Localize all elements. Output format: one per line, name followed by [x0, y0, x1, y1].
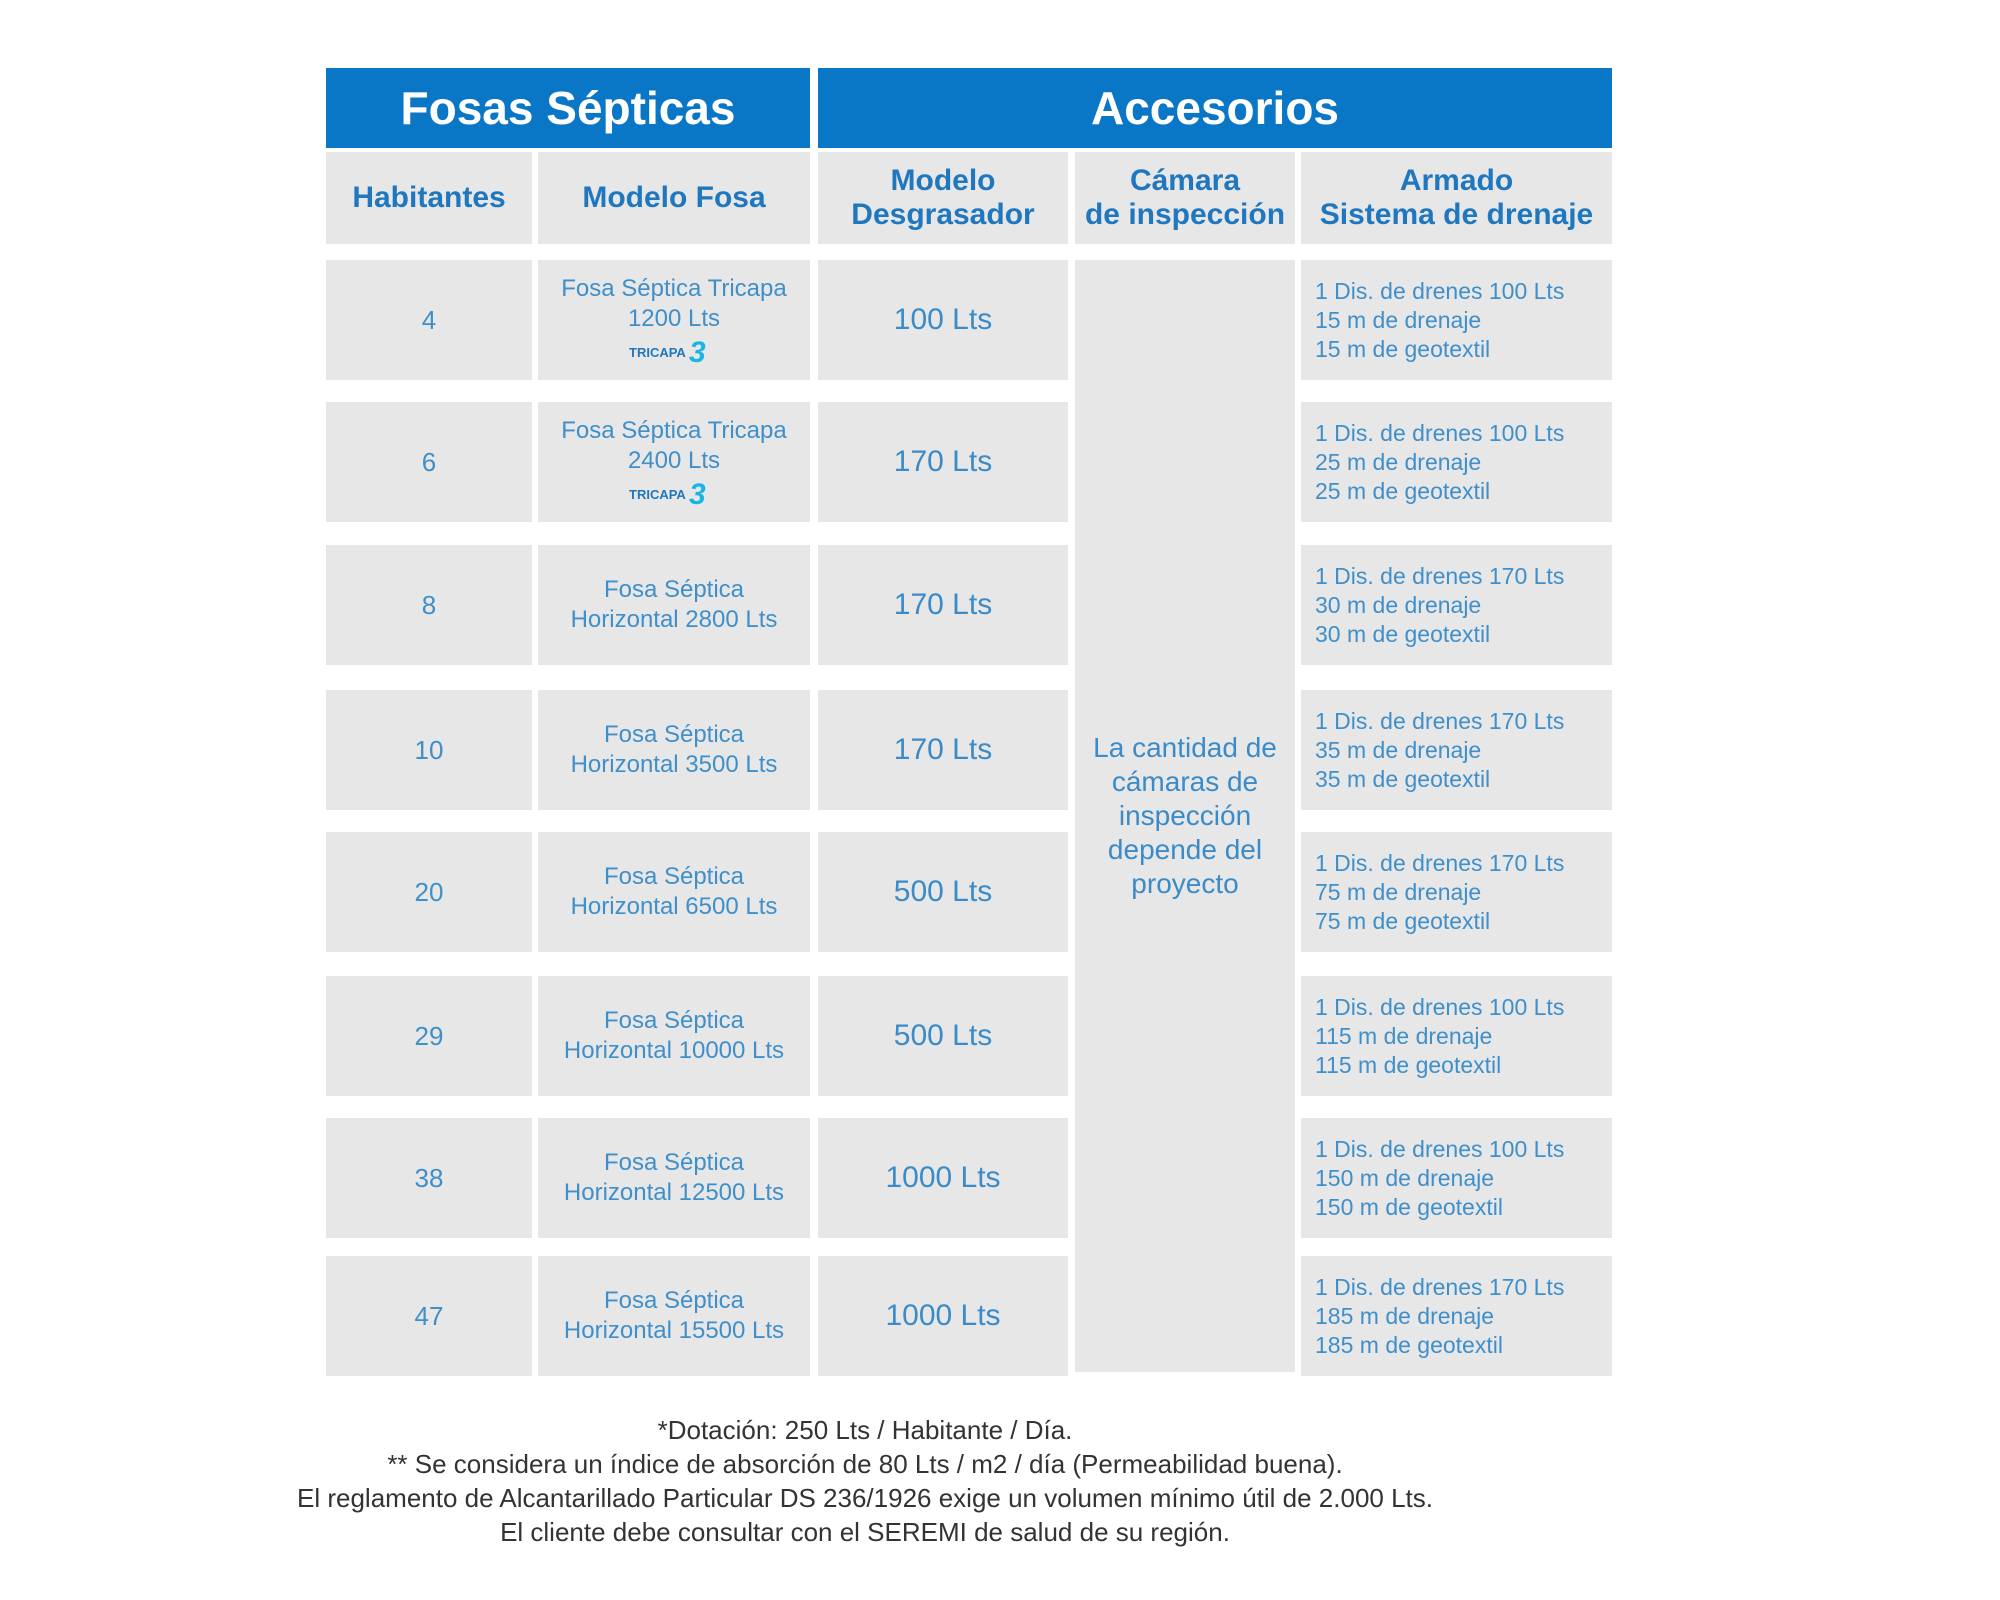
desgrasador-cell: 500 Lts	[818, 976, 1068, 1096]
drenaje-cell	[1301, 545, 1612, 665]
drenaje-line-geotextil: 25 m de geotextil	[1315, 477, 1491, 504]
drenaje-lines	[1315, 277, 1564, 364]
drenaje-line-drenaje: 75 m de drenaje	[1315, 878, 1482, 905]
drenaje-cell	[1301, 1256, 1612, 1376]
drenaje-line-drenaje: 25 m de drenaje	[1315, 448, 1482, 475]
modelo-fosa-header-label: Modelo Fosa	[582, 181, 766, 214]
desgrasador-cell: 1000 Lts	[818, 1118, 1068, 1238]
modelo-fosa-line2: Horizontal 10000 Lts	[563, 1037, 785, 1064]
drenaje-lines	[1315, 849, 1564, 936]
footnote-absorcion: ** Se considera un índice de absorción de 80 Lts / m2 / día (Permeabilidad buena).	[387, 1449, 1343, 1479]
drenaje-line-dis: 1 Dis. de drenes 100 Lts	[1315, 1135, 1565, 1162]
modelo-fosa-header	[538, 152, 810, 244]
desgrasador-cell: 100 Lts	[818, 260, 1068, 380]
modelo-fosa-line1: Fosa Séptica	[603, 1007, 745, 1034]
desgrasador-cell: 170 Lts	[818, 402, 1068, 522]
drenaje-lines	[1315, 993, 1564, 1080]
drenaje-line-geotextil: 30 m de geotextil	[1315, 620, 1491, 647]
drenaje-line-drenaje: 115 m de drenaje	[1315, 1022, 1493, 1049]
footnotes	[200, 1413, 1530, 1549]
drenaje-lines	[1315, 562, 1564, 649]
drenaje-line-dis: 1 Dis. de drenes 170 Lts	[1315, 1273, 1565, 1300]
modelo-fosa-line1: Fosa Séptica	[603, 1287, 745, 1314]
drenaje-lines	[1315, 1273, 1564, 1360]
camara-header	[1075, 152, 1295, 244]
drenaje-line-geotextil: 115 m de geotextil	[1315, 1051, 1502, 1078]
modelo-fosa-line2: Horizontal 3500 Lts	[570, 751, 778, 778]
armado-header	[1301, 152, 1612, 244]
habitantes-cell: 29	[326, 976, 532, 1096]
modelo-fosa-cell	[538, 260, 810, 380]
armado-header-line1: Armado	[1399, 164, 1514, 197]
drenaje-line-geotextil: 35 m de geotextil	[1315, 765, 1491, 792]
desgrasador-cell: 500 Lts	[818, 832, 1068, 952]
drenaje-line-geotextil: 185 m de geotextil	[1315, 1331, 1503, 1358]
modelo-fosa-line2: Horizontal 15500 Lts	[563, 1317, 785, 1344]
tricapa-logo	[629, 478, 719, 508]
drenaje-line-dis: 1 Dis. de drenes 100 Lts	[1315, 419, 1565, 446]
drenaje-cell	[1301, 260, 1612, 380]
drenaje-cell	[1301, 402, 1612, 522]
modelo-fosa-cell	[538, 690, 810, 810]
desgrasador-cell: 170 Lts	[818, 690, 1068, 810]
armado-header-line2: Sistema de drenaje	[1319, 198, 1594, 231]
drenaje-lines	[1315, 419, 1564, 506]
drenaje-line-geotextil: 150 m de geotextil	[1315, 1193, 1503, 1220]
modelo-fosa-cell	[538, 1118, 810, 1238]
drenaje-line-dis: 1 Dis. de drenes 170 Lts	[1315, 562, 1565, 589]
footnote-dotacion: *Dotación: 250 Lts / Habitante / Día.	[657, 1415, 1073, 1445]
drenaje-line-drenaje: 150 m de drenaje	[1315, 1164, 1495, 1191]
drenaje-line-dis: 1 Dis. de drenes 170 Lts	[1315, 849, 1565, 876]
drenaje-line-dis: 1 Dis. de drenes 170 Lts	[1315, 707, 1565, 734]
tricapa-logo-mark: 3	[689, 336, 706, 366]
tricapa-logo-text: TRICAPA	[629, 487, 686, 502]
drenaje-line-drenaje: 185 m de drenaje	[1315, 1302, 1495, 1329]
accesorios-group-header: Accesorios	[818, 68, 1612, 148]
drenaje-cell	[1301, 1118, 1612, 1238]
habitantes-cell: 20	[326, 832, 532, 952]
desgrasador-cell: 1000 Lts	[818, 1256, 1068, 1376]
modelo-desgrasador-header	[818, 152, 1068, 244]
footnote-reglamento: El reglamento de Alcantarillado Particular DS 236/1926 exige un volumen mínimo útil de 2.000 Lts.	[297, 1483, 1433, 1513]
drenaje-cell	[1301, 976, 1612, 1096]
modelo-fosa-line1: Fosa Séptica	[603, 863, 745, 890]
modelo-fosa-cell	[538, 545, 810, 665]
camara-note: La cantidad de cámaras de inspección depende del proyecto	[1093, 732, 1277, 899]
habitantes-header	[326, 152, 532, 244]
modelo-fosa-cell	[538, 1256, 810, 1376]
drenaje-cell	[1301, 832, 1612, 952]
desgrasador-cell: 170 Lts	[818, 545, 1068, 665]
footnote-seremi: El cliente debe consultar con el SEREMI de salud de su región.	[500, 1517, 1230, 1547]
modelo-fosa-cell	[538, 832, 810, 952]
modelo-fosa-line2: 1200 Lts	[627, 305, 721, 332]
modelo-fosa-line2: Horizontal 12500 Lts	[563, 1179, 785, 1206]
drenaje-line-dis: 1 Dis. de drenes 100 Lts	[1315, 993, 1565, 1020]
modelo-fosa-line2: 2400 Lts	[627, 447, 721, 474]
modelo-fosa-line2: Horizontal 2800 Lts	[570, 606, 778, 633]
habitantes-header-label: Habitantes	[352, 181, 506, 214]
drenaje-line-drenaje: 35 m de drenaje	[1315, 736, 1482, 763]
tricapa-logo-mark: 3	[689, 478, 706, 508]
habitantes-cell: 8	[326, 545, 532, 665]
drenaje-lines	[1315, 1135, 1564, 1222]
habitantes-cell: 10	[326, 690, 532, 810]
habitantes-cell: 6	[326, 402, 532, 522]
drenaje-lines	[1315, 707, 1564, 794]
modelo-desgrasador-header-line1: Modelo	[890, 164, 996, 197]
habitantes-cell: 38	[326, 1118, 532, 1238]
modelo-fosa-cell	[538, 402, 810, 522]
tricapa-logo-text: TRICAPA	[629, 345, 686, 360]
drenaje-line-geotextil: 15 m de geotextil	[1315, 335, 1491, 362]
camara-note-cell	[1075, 260, 1295, 1372]
tricapa-logo	[629, 336, 719, 366]
habitantes-cell: 4	[326, 260, 532, 380]
fosas-group-header: Fosas Sépticas	[326, 68, 810, 148]
drenaje-line-geotextil: 75 m de geotextil	[1315, 907, 1491, 934]
habitantes-cell: 47	[326, 1256, 532, 1376]
drenaje-line-drenaje: 15 m de drenaje	[1315, 306, 1482, 333]
drenaje-line-dis: 1 Dis. de drenes 100 Lts	[1315, 277, 1565, 304]
modelo-fosa-line2: Horizontal 6500 Lts	[570, 893, 778, 920]
modelo-fosa-line1: Fosa Séptica	[603, 1149, 745, 1176]
camara-header-line1: Cámara	[1129, 164, 1241, 197]
drenaje-cell	[1301, 690, 1612, 810]
drenaje-line-drenaje: 30 m de drenaje	[1315, 591, 1482, 618]
modelo-fosa-cell	[538, 976, 810, 1096]
modelo-fosa-line1: Fosa Séptica	[603, 721, 745, 748]
modelo-fosa-line1: Fosa Séptica Tricapa	[561, 275, 787, 302]
camara-header-line2: de inspección	[1084, 198, 1286, 231]
modelo-fosa-line1: Fosa Séptica	[603, 576, 745, 603]
modelo-fosa-line1: Fosa Séptica Tricapa	[561, 417, 787, 444]
modelo-desgrasador-header-line2: Desgrasador	[851, 198, 1035, 231]
